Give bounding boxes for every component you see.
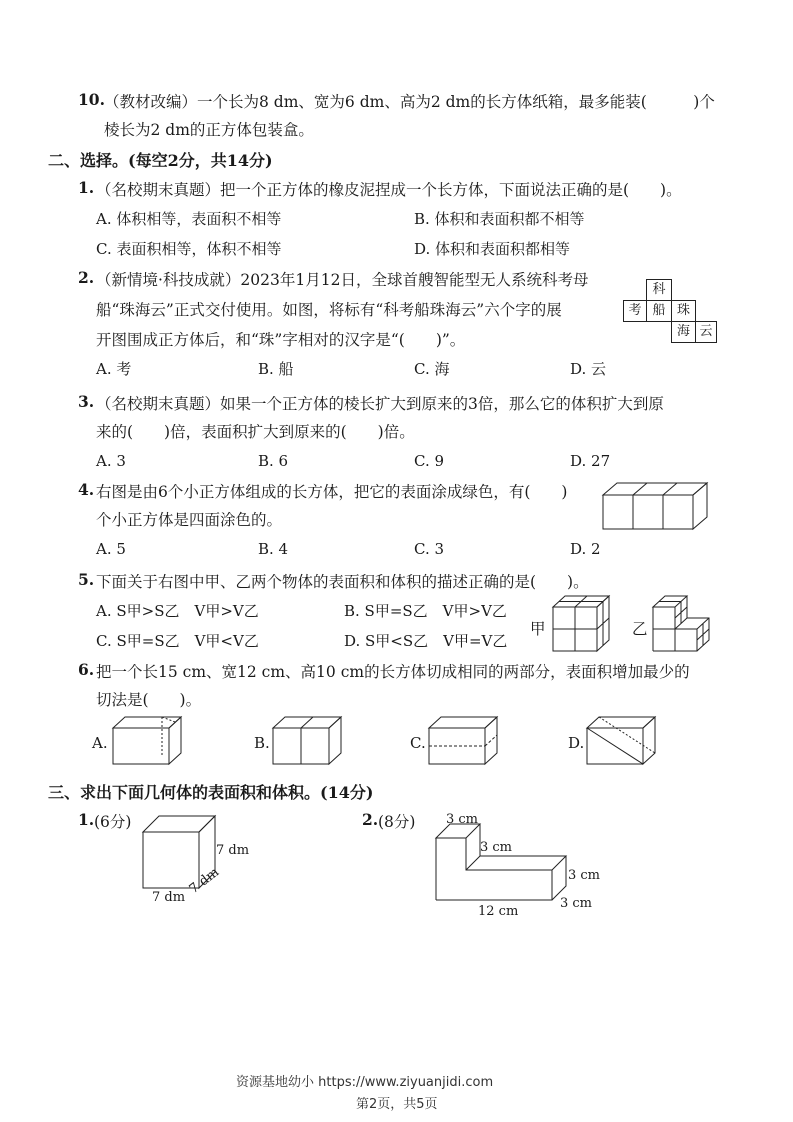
s2q1-option-c: C. 表面积相等，体积不相等 [96,240,282,258]
s3q1-score: (6分) [94,813,132,831]
s2q3-option-c: C. 9 [414,452,445,470]
s2q4-option-d: D. 2 [570,540,601,558]
section3-title: 三、求出下面几何体的表面积和体积。(14分) [48,783,374,802]
s2q6-option-c-label: C. [410,734,426,752]
s2q5-option-c: C. S甲=S乙 V甲<V乙 [96,632,259,650]
s2q2-option-d: D. 云 [570,360,607,378]
s2q5-option-d: D. S甲<S乙 V甲=V乙 [344,632,508,650]
s2q5-number: 5. [78,570,95,589]
object-jia-figure [552,595,612,653]
s2q2-option-a: A. 考 [96,360,132,378]
s2q6-text-line1: 把一个长15 cm、宽12 cm、高10 cm的长方体切成相同的两部分，表面积增加最少的 [96,663,690,681]
s2q6-option-d-label: D. [568,734,585,752]
section2-title: 二、选择。(每空2分，共14分) [48,151,273,170]
s2q3-option-a: A. 3 [96,452,126,470]
s2q5-option-a: A. S甲>S乙 V甲>V乙 [96,602,259,620]
label-yi: 乙 [632,620,648,638]
s2q6-text-line2: 切法是( )。 [96,691,202,709]
net-cell-kao: 考 [623,300,647,322]
s2q3-number: 3. [78,392,95,411]
s2q4-text-line1: 右图是由6个小正方体组成的长方体，把它的表面涂成绿色，有( ) [96,483,568,501]
s3q1-dim-height: 7 dm [216,843,250,858]
s2q6-option-b-figure [272,716,344,766]
s2q1-option-a: A. 体积相等，表面积不相等 [96,210,282,228]
s3q2-dim-length: 12 cm [478,904,519,919]
s3q2-number: 2. [362,810,379,829]
s2q1-option-d: D. 体积和表面积都相等 [414,240,571,258]
s2q4-option-c: C. 3 [414,540,445,558]
s3q1-dim-depth: 7 dm [186,864,223,897]
s2q6-option-c-figure [428,716,500,766]
s3q2-l-shape-figure [434,822,570,902]
q10-text-line2: 棱长为2 dm的正方体包装盒。 [104,121,314,139]
net-cell-chuan: 船 [646,300,672,322]
s2q1-number: 1. [78,178,95,197]
s2q2-text-line1: （新情境·科技成就）2023年1月12日，全球首艘智能型无人系统科考母 [96,271,589,289]
s3q2-dim-top: 3 cm [446,812,479,827]
net-cell-hai: 海 [671,321,696,343]
s2q1-text: （名校期末真题）把一个正方体的橡皮泥捏成一个长方体，下面说法正确的是( )。 [96,181,682,199]
footer-page-number: 第2页，共5页 [356,1097,438,1112]
s3q2-score: (8分) [378,813,416,831]
s2q6-option-d-figure [586,716,658,766]
s2q5-text: 下面关于右图中甲、乙两个物体的表面积和体积的描述正确的是( )。 [96,573,589,591]
s2q5-option-b: B. S甲=S乙 V甲>V乙 [344,602,507,620]
s2q2-option-c: C. 海 [414,360,450,378]
s2q2-text-line2: 船“珠海云”正式交付使用。如图，将标有“科考船珠海云”六个字的展 [96,301,562,319]
s2q6-option-b-label: B. [254,734,270,752]
s2q2-number: 2. [78,268,95,287]
s2q3-text-line2: 来的( )倍，表面积扩大到原来的( )倍。 [96,423,415,441]
s2q6-option-a-label: A. [92,734,108,752]
q10-number: 10. [78,90,105,109]
s2q2-text-line3: 开图围成正方体后，和“珠”字相对的汉字是“( )”。 [96,331,466,349]
s3q1-number: 1. [78,810,95,829]
s2q6-number: 6. [78,660,95,679]
s2q1-option-b: B. 体积和表面积都不相等 [414,210,585,228]
footer-site: 资源基地幼小 https://www.ziyuanjidi.com [236,1075,494,1090]
s2q3-option-b: B. 6 [258,452,289,470]
s2q4-text-line2: 个小正方体是四面涂色的。 [96,511,283,529]
s2q3-text-line1: （名校期末真题）如果一个正方体的棱长扩大到原来的3倍，那么它的体积扩大到原 [96,395,664,413]
s3q2-dim-depth: 3 cm [560,896,593,911]
label-jia: 甲 [530,620,546,638]
s3q1-dim-width: 7 dm [152,890,186,905]
cuboid-six-cubes-figure [602,481,714,531]
s2q3-option-d: D. 27 [570,452,611,470]
s3q2-dim-right: 3 cm [568,868,601,883]
net-cell-ke: 科 [646,279,672,301]
net-cell-zhu: 珠 [671,300,696,322]
s2q2-option-b: B. 船 [258,360,294,378]
s2q4-number: 4. [78,480,95,499]
s3q2-dim-step: 3 cm [480,840,513,855]
net-cell-yun: 云 [695,321,717,343]
s2q4-option-b: B. 4 [258,540,289,558]
q10-text-line1: （教材改编）一个长为8 dm、宽为6 dm、高为2 dm的长方体纸箱，最多能装( )个 [104,93,715,111]
object-yi-figure [652,595,714,653]
s2q6-option-a-figure [112,716,184,766]
s2q4-option-a: A. 5 [96,540,126,558]
